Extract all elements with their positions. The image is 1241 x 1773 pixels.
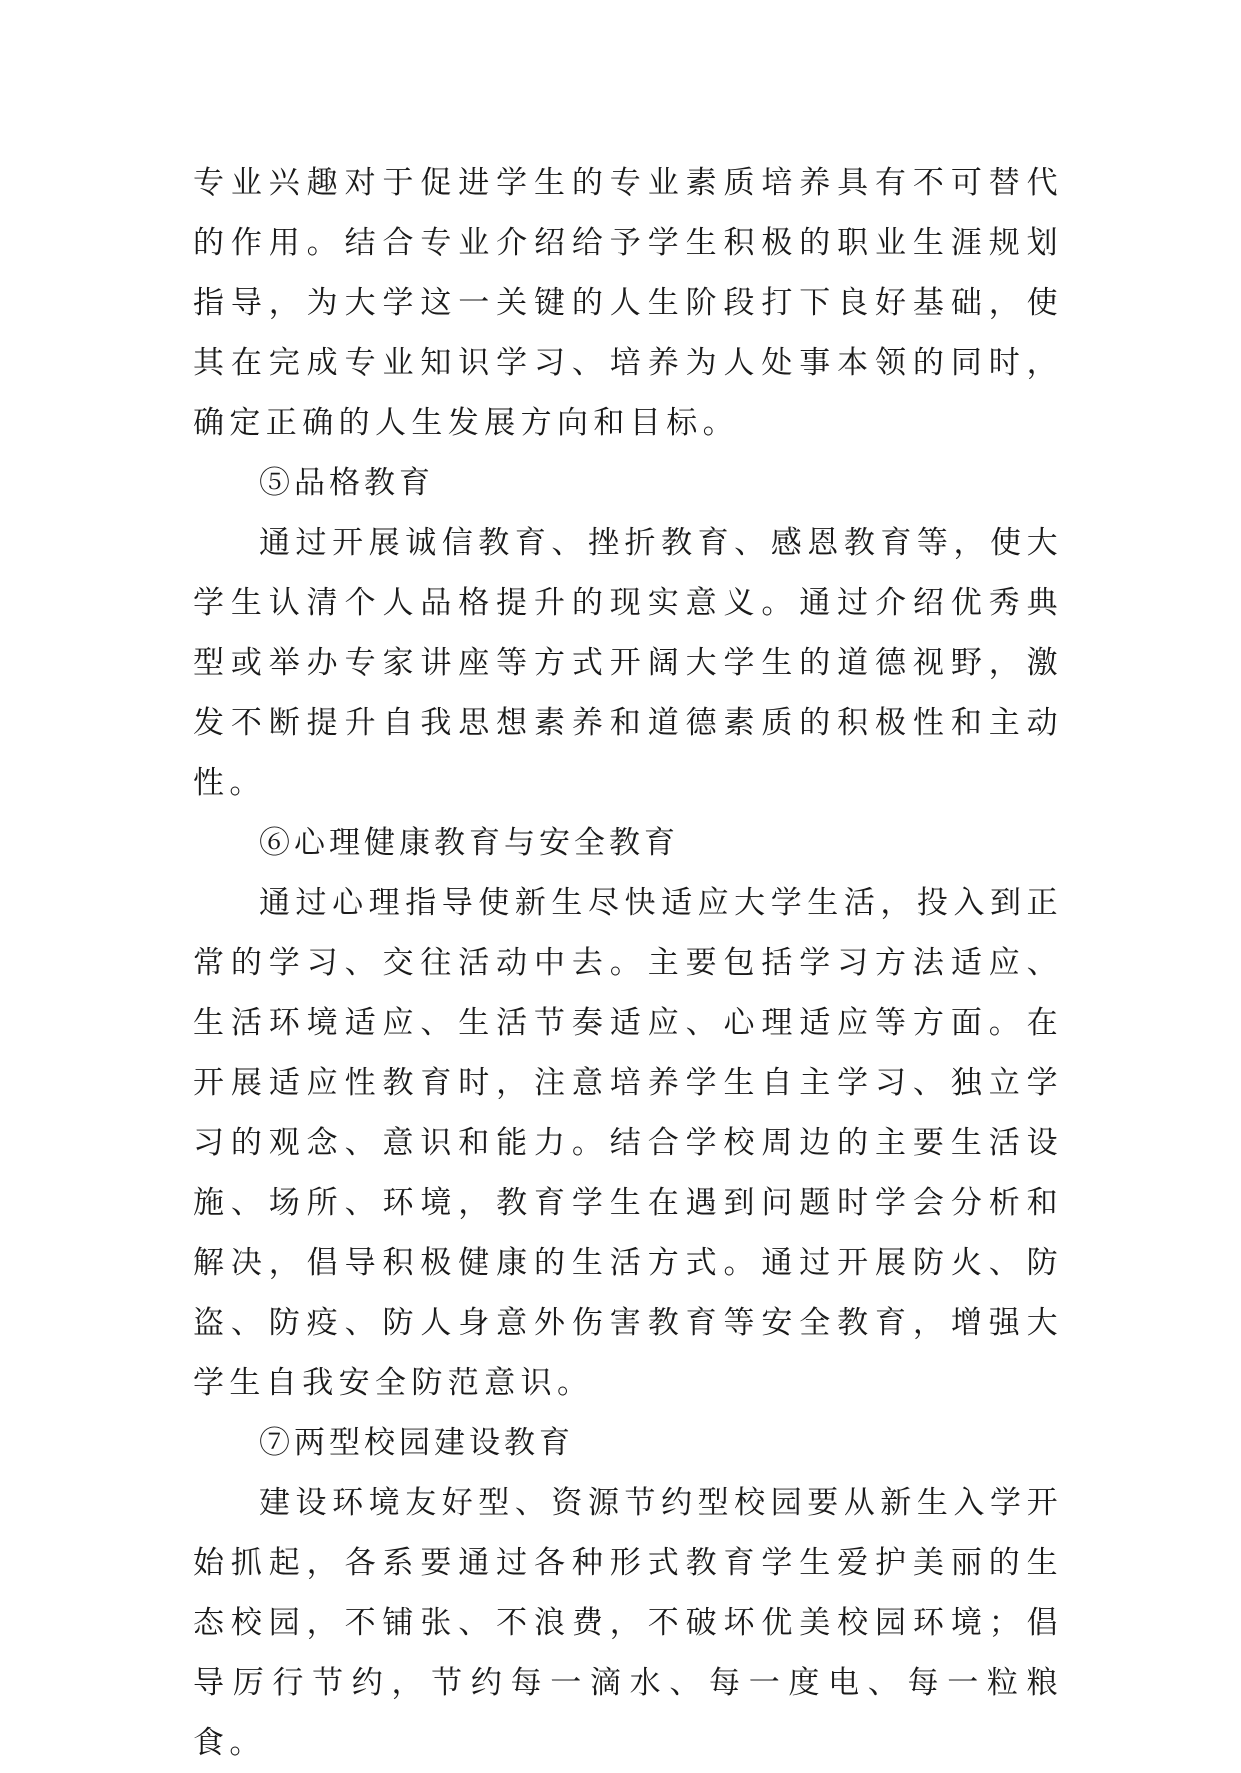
paragraph-mental-health-safety: 通过心理指导使新生尽快适应大学生活，投入到正常的学习、交往活动中去。主要包括学习方法适应、生活环境适应、生活节奏适应、心理适应等方面。在开展适应性教育时，注意培养学生自主学习、独立学习的观念、意识和能力。结合学校周边的主要生活设施、场所、环境，教育学生在遇到问题时学会分析和解决，倡导积极健康的生活方式。通过开展防火、防盗、防疫、防人身意外伤害教育等安全教育，增强大学生自我安全防范意识。 bbox=[193, 885, 1063, 1401]
heading-two-type-campus: ⑦两型校园建设教育 bbox=[259, 1425, 574, 1461]
heading-mental-health-safety: ⑥心理健康教育与安全教育 bbox=[259, 825, 679, 861]
document-page bbox=[193, 153, 1063, 1773]
paragraph-character-education: 通过开展诚信教育、挫折教育、感恩教育等，使大学生认清个人品格提升的现实意义。通过介绍优秀典型或举办专家讲座等方式开阔大学生的道德视野，激发不断提升自我思想素养和道德素质的积极性和主动性。 bbox=[193, 525, 1063, 801]
heading-character-education: ⑤品格教育 bbox=[259, 465, 434, 501]
paragraph-two-type-campus: 建设环境友好型、资源节约型校园要从新生入学开始抓起，各系要通过各种形式教育学生爱护美丽的生态校园，不铺张、不浪费，不破坏优美校园环境；倡导厉行节约，节约每一滴水、每一度电、每一粒粮食。 bbox=[193, 1485, 1063, 1761]
paragraph-professional-interest: 专业兴趣对于促进学生的专业素质培养具有不可替代的作用。结合专业介绍给予学生积极的职业生涯规划指导，为大学这一关键的人生阶段打下良好基础，使其在完成专业知识学习、培养为人处事本领的同时，确定正确的人生发展方向和目标。 bbox=[193, 165, 1063, 441]
